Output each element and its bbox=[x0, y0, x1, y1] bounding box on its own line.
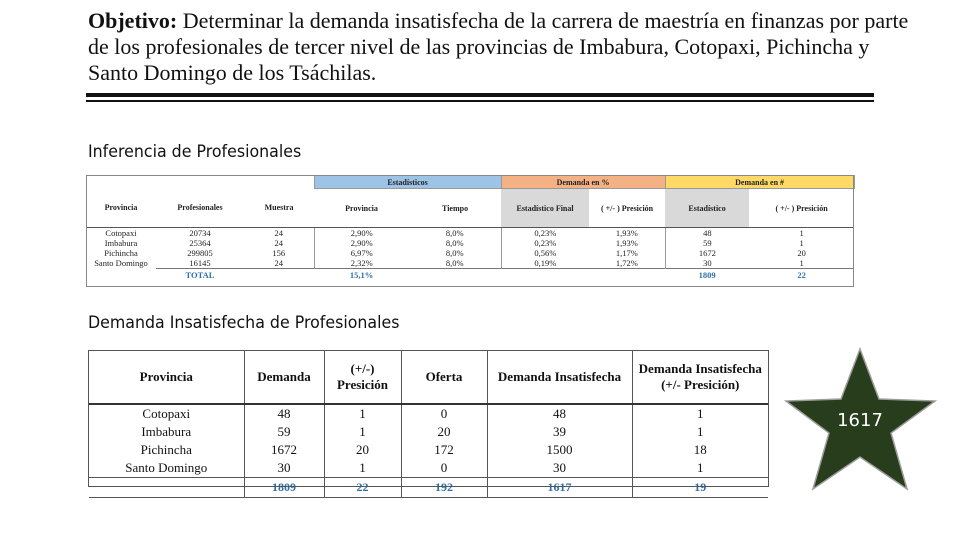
t1-header-provincia: Provincia bbox=[86, 189, 156, 228]
table-cell: 1 bbox=[799, 238, 804, 248]
objective-label: Objetivo: bbox=[88, 8, 178, 33]
total-row bbox=[89, 478, 768, 498]
table-cell: 16145 bbox=[189, 258, 211, 268]
table-cell: 48 bbox=[244, 404, 324, 423]
table-cell: Cotopaxi bbox=[142, 406, 191, 421]
table-cell: 0 bbox=[401, 459, 487, 478]
table-cell: 1,93% bbox=[615, 228, 638, 238]
table-cell: 172 bbox=[401, 441, 487, 459]
t1-header-tiempo: Tiempo bbox=[409, 189, 501, 228]
table-cell: 30 bbox=[665, 258, 749, 269]
table-cell: 39 bbox=[487, 423, 632, 441]
table-cell bbox=[501, 269, 589, 281]
table-row bbox=[89, 441, 768, 459]
total-demanda-insatisfecha: 1617 bbox=[487, 478, 632, 498]
star-badge bbox=[783, 345, 938, 495]
table-cell: 18 bbox=[632, 441, 768, 459]
table-cell: 0,23% bbox=[501, 238, 589, 248]
table-cell: Pichincha bbox=[140, 442, 192, 457]
total-demanda: 1809 bbox=[244, 478, 324, 498]
group-demanda-pct: Demanda en % bbox=[501, 176, 665, 189]
table-cell: 1 bbox=[324, 459, 401, 478]
table-cell: 20 bbox=[797, 248, 806, 258]
table-cell: 1 bbox=[799, 258, 804, 268]
table-cell: 20 bbox=[324, 441, 401, 459]
table-cell bbox=[86, 269, 156, 281]
table-cell: 8,0% bbox=[445, 238, 464, 248]
t1-header-estadistico: Estadístico bbox=[665, 189, 749, 228]
table-cell: Cotopaxi bbox=[105, 228, 137, 238]
total-demanda-insatisfecha-presicion: 19 bbox=[632, 478, 768, 498]
table-cell: 1,72% bbox=[615, 258, 638, 268]
t1-header-muestra: Muestra bbox=[244, 189, 314, 228]
table-cell bbox=[89, 478, 244, 498]
t2-header-provincia: Provincia bbox=[89, 351, 244, 404]
table-row bbox=[86, 248, 854, 258]
table-cell: Santo Domingo bbox=[125, 460, 208, 475]
table-cell bbox=[409, 269, 501, 281]
table-cell: 1 bbox=[324, 423, 401, 441]
table-cell: 24 bbox=[274, 238, 284, 248]
t1-header-presicion-pct: ( +/- ) Presición bbox=[589, 189, 665, 228]
group-demanda-num: Demanda en # bbox=[665, 176, 854, 189]
table-cell bbox=[589, 269, 665, 281]
t2-header-presicion: (+/-) Presición bbox=[324, 351, 401, 404]
group-blank bbox=[86, 176, 314, 189]
table-cell: 0 bbox=[401, 404, 487, 423]
star-value: 1617 bbox=[837, 410, 883, 431]
inference-table bbox=[86, 175, 855, 280]
table-cell: Pichincha bbox=[104, 248, 138, 258]
total-estadistico: 1809 bbox=[665, 269, 749, 281]
table-cell: 1672 bbox=[665, 248, 749, 258]
table-cell: 1500 bbox=[487, 441, 632, 459]
t2-header-oferta: Oferta bbox=[401, 351, 487, 404]
divider-thin bbox=[86, 100, 874, 102]
table-cell: 1,93% bbox=[615, 238, 638, 248]
table-cell: 8,0% bbox=[445, 248, 464, 258]
table-row bbox=[89, 459, 768, 478]
table-cell: 1 bbox=[632, 423, 768, 441]
total-presicion: 22 bbox=[324, 478, 401, 498]
table-cell: 20 bbox=[401, 423, 487, 441]
table-cell: 8,0% bbox=[445, 228, 464, 238]
t1-header-presicion-num: ( +/- ) Presición bbox=[749, 189, 854, 228]
table-cell: 6,97% bbox=[314, 248, 409, 258]
table-cell: 30 bbox=[244, 459, 324, 478]
divider-thick bbox=[86, 93, 874, 97]
objective-text: Determinar la demanda insatisfecha de la carrera de maestría en finanzas por parte de los profesionales de tercer nivel de las provincias de Imbabura, Cotopaxi, Pichincha y Santo Domingo de los Tsáchilas. bbox=[88, 8, 909, 85]
total-row bbox=[86, 269, 854, 281]
table-cell: 1 bbox=[799, 228, 804, 238]
table-cell: Imbabura bbox=[104, 238, 138, 248]
table-cell: 2,32% bbox=[314, 258, 409, 269]
table-cell: 0,23% bbox=[501, 228, 589, 239]
group-estadisticos: Estadísticos bbox=[314, 176, 501, 189]
t2-header-demanda-insatisfecha-presicion: Demanda Insatisfecha (+/- Presición) bbox=[632, 351, 768, 404]
section-title-inferencia: Inferencia de Profesionales bbox=[88, 142, 302, 162]
table-cell: 30 bbox=[487, 459, 632, 478]
table-row bbox=[86, 228, 854, 239]
total-label: TOTAL bbox=[156, 269, 244, 281]
table-cell bbox=[244, 269, 314, 281]
table-cell: 59 bbox=[665, 238, 749, 248]
table-cell: 20734 bbox=[189, 228, 211, 238]
table-row bbox=[86, 238, 854, 248]
table-cell: 24 bbox=[274, 258, 284, 268]
t2-header-demanda-insatisfecha: Demanda Insatisfecha bbox=[487, 351, 632, 404]
table-cell: 0,19% bbox=[501, 258, 589, 269]
table-row bbox=[86, 258, 854, 269]
total-presicion: 22 bbox=[749, 269, 854, 281]
table-cell: 59 bbox=[244, 423, 324, 441]
table-cell: 1 bbox=[632, 459, 768, 478]
unmet-demand-table bbox=[89, 351, 768, 498]
table-cell: Imbabura bbox=[141, 424, 192, 439]
table-cell: 1,17% bbox=[615, 248, 638, 258]
section-title-demanda: Demanda Insatisfecha de Profesionales bbox=[88, 313, 400, 333]
table-cell: 1 bbox=[324, 404, 401, 423]
total-oferta: 192 bbox=[401, 478, 487, 498]
table-cell: 8,0% bbox=[445, 258, 464, 268]
table-cell: 2,90% bbox=[314, 228, 409, 239]
objective-paragraph bbox=[88, 8, 918, 86]
t1-header-profesionales: Profesionales bbox=[156, 189, 244, 228]
table-row bbox=[89, 404, 768, 423]
t1-header-provincia-pct: Provincia bbox=[314, 189, 409, 228]
t2-header-demanda: Demanda bbox=[244, 351, 324, 404]
table-cell: 1672 bbox=[244, 441, 324, 459]
table-cell: 25364 bbox=[189, 238, 211, 248]
table-row bbox=[89, 423, 768, 441]
table-cell: 1 bbox=[632, 404, 768, 423]
table-cell: 0,56% bbox=[501, 248, 589, 258]
table-cell: 24 bbox=[274, 228, 284, 238]
table-cell: 156 bbox=[272, 248, 286, 258]
table-cell: 2,90% bbox=[314, 238, 409, 248]
table-cell: 299805 bbox=[187, 248, 213, 258]
table-cell: 48 bbox=[487, 404, 632, 423]
table-cell: Santo Domingo bbox=[94, 258, 148, 269]
table-cell: 48 bbox=[665, 228, 749, 239]
total-provincia-pct: 15,1% bbox=[314, 269, 409, 281]
t1-header-estadistico-final: Estadístico Final bbox=[501, 189, 589, 228]
